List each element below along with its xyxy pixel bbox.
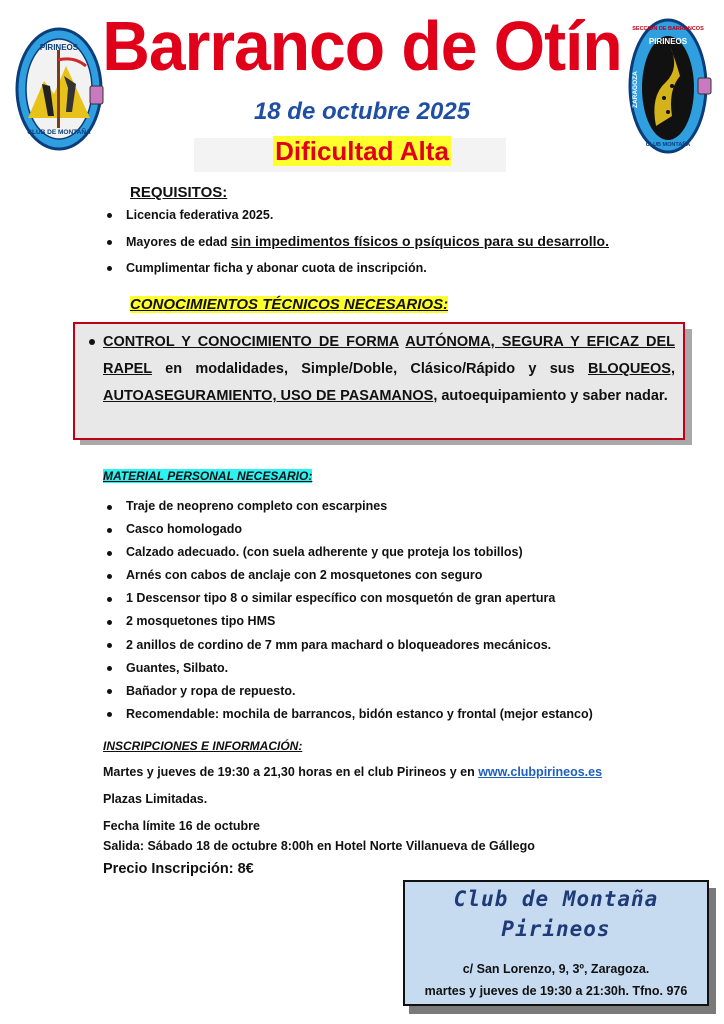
requisitos-heading: REQUISITOS: <box>130 184 228 201</box>
inscripciones-heading: INSCRIPCIONES E INFORMACIÓN: <box>103 739 303 753</box>
left-logo-bottom-text: CLUB DE MONTAÑA <box>27 129 91 136</box>
tecnicos-part: AUTÓNOMA, SEGURA Y EFICAZ DEL RAPEL <box>103 334 675 377</box>
requisitos-list <box>103 202 703 281</box>
salida-text: Salida: Sábado 18 de octubre 8:00h en Hotel Norte Villanueva de Gállego <box>103 839 535 853</box>
list-item <box>103 202 703 228</box>
list-item: Calzado adecuado. (con suela adherente y que proteja los tobillos) <box>103 541 703 564</box>
requisito-text: Licencia federativa 2025. <box>126 208 274 222</box>
tecnicos-part: CONTROL Y CONOCIMIENTO DE FORMA <box>103 334 399 350</box>
left-logo-top-text: PIRINEOS <box>39 43 79 52</box>
list-item: Bañador y ropa de repuesto. <box>103 680 703 703</box>
list-item: 2 mosquetones tipo HMS <box>103 610 703 633</box>
tecnicos-text <box>103 329 675 410</box>
club-address-block <box>405 958 707 1002</box>
requisito-text: Cumplimentar ficha y abonar cuota de inscripción. <box>126 261 427 275</box>
material-list <box>103 495 703 726</box>
event-date: 18 de octubre 2025 <box>253 98 471 125</box>
tecnicos-part: BLOQUEOS, AUTOASEGURAMIENTO, USO DE PASAMANOS <box>103 361 675 404</box>
list-item: Traje de neopreno completo con escarpines <box>103 495 703 518</box>
difficulty-label: Dificultad Alta <box>275 136 449 166</box>
right-logo-side-text: ZARAGOZA <box>632 71 639 108</box>
list-item: 1 Descensor tipo 8 o similar específico con mosquetón de gran apertura <box>103 587 703 610</box>
list-item: Casco homologado <box>103 518 703 541</box>
right-logo-name-text: PIRINEOS <box>648 37 688 46</box>
club-hours: martes y jueves de 19:30 a 21:30h. Tfno. 976 <box>424 984 688 998</box>
club-address: c/ San Lorenzo, 9, 3º, Zaragoza. <box>462 962 650 976</box>
tecnicos-part: , autoequipamiento y saber nadar. <box>433 388 668 404</box>
material-heading <box>103 467 312 485</box>
plazas-text: Plazas Limitadas. <box>103 792 208 806</box>
club-name <box>405 884 707 944</box>
right-logo-bottom-text: CLUB MONTAÑA <box>645 142 691 148</box>
fecha-limite-text: Fecha límite 16 de octubre <box>103 819 260 833</box>
list-item: 2 anillos de cordino de 7 mm para machard o bloqueadores mecánicos. <box>103 634 703 657</box>
club-website-link[interactable]: www.clubpirineos.es <box>478 765 603 779</box>
list-item <box>103 228 703 255</box>
club-name-line2: Pirineos <box>501 917 611 941</box>
requisito-text: Mayores de edad <box>126 235 231 249</box>
schedule-text: Martes y jueves de 19:30 a 21,30 horas en el club Pirineos y en <box>103 765 479 779</box>
list-item: Recomendable: mochila de barrancos, bidón estanco y frontal (mejor estanco) <box>103 703 703 726</box>
tecnicos-box <box>73 322 685 440</box>
difficulty-banner <box>0 134 724 168</box>
club-name-line1: Club de Montaña <box>453 887 659 911</box>
precio-text: Precio Inscripción: 8€ <box>103 861 254 877</box>
list-item <box>103 255 703 281</box>
right-logo-top-text: SECCIÓN DE BARRANCOS <box>632 26 704 32</box>
requisito-emphasis: sin impedimentos físicos o psíquicos para su desarrollo. <box>230 233 610 249</box>
list-item: Guantes, Silbato. <box>103 657 703 680</box>
list-item: Arnés con cabos de anclaje con 2 mosquetones con seguro <box>103 564 703 587</box>
tecnicos-heading <box>130 296 448 314</box>
club-info-box <box>403 880 709 1006</box>
tecnicos-part: en modalidades, Simple/Doble, Clásico/Rápido y sus <box>151 361 588 377</box>
page-title: Barranco de Otín <box>102 7 622 85</box>
inscripciones-schedule <box>103 765 602 779</box>
material-heading-text: MATERIAL PERSONAL NECESARIO: <box>103 469 313 483</box>
tecnicos-heading-text: CONOCIMIENTOS TÉCNICOS NECESARIOS: <box>130 296 449 313</box>
bullet-icon <box>89 339 95 345</box>
